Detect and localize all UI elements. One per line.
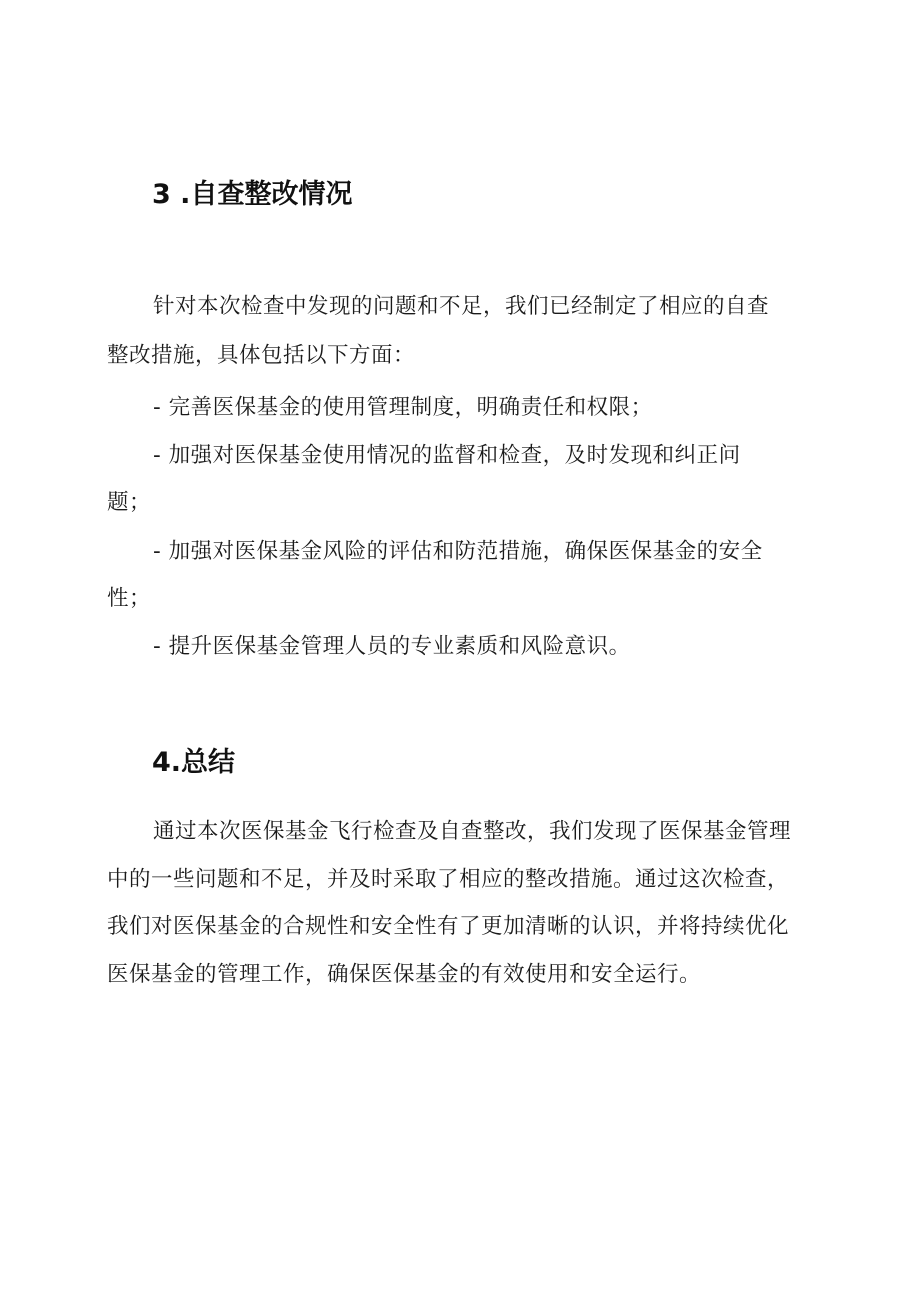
summary-line-3: 我们对医保基金的合规性和安全性有了更加清晰的认识，并将持续优化	[107, 914, 790, 939]
section-3-intro-line-1: 针对本次检查中发现的问题和不足，我们已经制定了相应的自查	[153, 294, 770, 319]
summary-line-2: 中的一些问题和不足，并及时采取了相应的整改措施。通过这次检查，	[107, 867, 790, 892]
bullet-2-line-1: - 加强对医保基金使用情况的监督和检查，及时发现和纠正问	[153, 443, 741, 468]
bullet-3-line-1: - 加强对医保基金风险的评估和防范措施，确保医保基金的安全	[153, 539, 763, 564]
summary-line-4: 医保基金的管理工作，确保医保基金的有效使用和安全运行。	[107, 962, 702, 987]
bullet-1-line-1: - 完善医保基金的使用管理制度，明确责任和权限；	[153, 395, 653, 420]
section-4-heading: 4.总结	[152, 747, 236, 778]
bullet-3-line-2: 性；	[107, 586, 152, 611]
bullet-4-line-1: - 提升医保基金管理人员的专业素质和风险意识。	[153, 634, 631, 659]
section-3-intro-line-2: 整改措施，具体包括以下方面：	[107, 343, 416, 368]
summary-line-1: 通过本次医保基金飞行检查及自查整改，我们发现了医保基金管理	[153, 819, 792, 844]
section-3-heading: 3 .自查整改情况	[152, 179, 353, 210]
bullet-2-line-2: 题；	[107, 490, 152, 515]
